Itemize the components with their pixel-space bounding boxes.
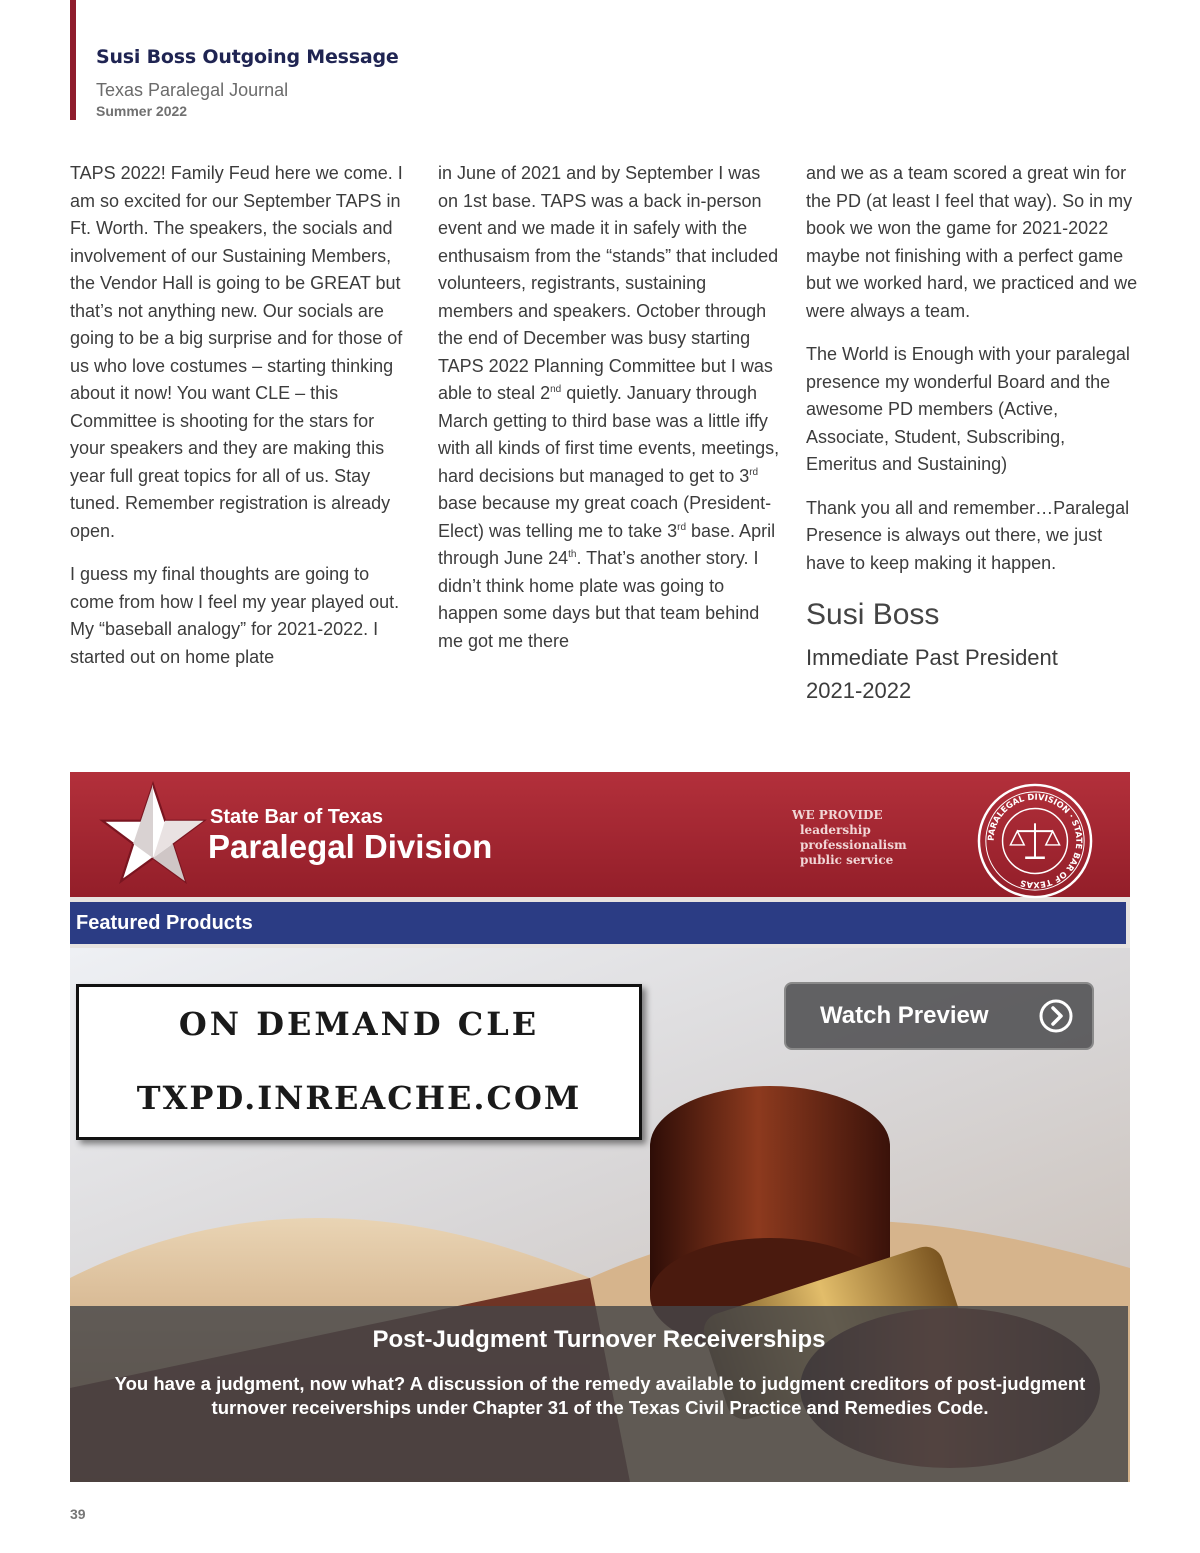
ordinal-suffix: rd bbox=[677, 521, 687, 533]
provide-item: professionalism bbox=[800, 838, 907, 852]
texas-star-icon bbox=[98, 780, 208, 890]
paralegal-division-ad bbox=[70, 772, 1130, 1482]
watch-preview-label: Watch Preview bbox=[820, 1002, 989, 1029]
page-number: 39 bbox=[70, 1506, 86, 1522]
ordinal-suffix: nd bbox=[550, 384, 562, 395]
article-column-1 bbox=[70, 160, 410, 687]
ad-provide-list bbox=[792, 808, 907, 868]
seal-ring-text: PARALEGAL DIVISION · STATE BAR OF TEXAS bbox=[985, 791, 1085, 891]
paragraph: TAPS 2022! Family Feud here we come. I am so excited for our September TAPS in Ft. Worth. The speakers, the socials and involvement of our Sustaining Members, the Vendor Hall is going to be GREAT but that’s not anything new. Our socials are going to be a big surprise and for those of us who love costumes – starting thinking about it now! You want CLE – this Committee is shooting for the stars for your speakers and they are making this year full great topics for all of us. Stay tuned. Remember registration is already open. bbox=[70, 163, 403, 541]
ad-org-line2: Paralegal Division bbox=[208, 828, 493, 865]
text-run: base. April through June 24 bbox=[438, 520, 776, 568]
signature-years: 2021-2022 bbox=[806, 678, 912, 703]
header-accent-bar bbox=[70, 0, 76, 120]
ordinal-suffix: rd bbox=[749, 466, 759, 478]
text-run: quietly. January through March getting to third base was a little iffy with all kinds of first time events, meetings, hard decisions but managed to get to 3 bbox=[438, 383, 780, 486]
product-title: Post-Judgment Turnover Receiverships bbox=[372, 1326, 826, 1353]
provide-item: public service bbox=[800, 853, 894, 867]
text-run: in June of 2021 and by September I was on 1st base. TAPS was a back in-person event and we made it in safely with the enthusaism from the “stands” that included volunteers, registrants, sustaining members and speakers. October through the end of December was busy starting TAPS 2022 Planning Committee but I was able to steal 2 bbox=[438, 163, 779, 403]
paragraph: The World is Enough with your paralegal presence my wonderful Board and the awesome PD members (Active, Associate, Student, Subscribing, Emeritus and Sustaining) bbox=[806, 344, 1130, 474]
paragraph: Thank you all and remember…Paralegal Presence is always out there, we just have to keep making it happen. bbox=[806, 497, 1130, 573]
paralegal-division-seal-icon bbox=[976, 782, 1094, 900]
paragraph bbox=[438, 160, 783, 655]
product-caption bbox=[70, 1306, 1128, 1482]
text-run: . That’s another story. I didn’t think home plate was going to happen some days but that team behind me got me there bbox=[438, 548, 760, 651]
product-description: You have a judgment, now what? A discussion of the remedy available to judgment creditors of post-judgment turnover receiverships under Chapter 31 of the Texas Civil Practice and Remedies Code. bbox=[114, 1373, 1086, 1418]
text-run: base because my great coach (President-Elect) was telling me to take 3 bbox=[438, 493, 772, 541]
cle-url: TXPD.INREACHE.COM bbox=[136, 1079, 582, 1117]
watch-preview-button[interactable] bbox=[784, 982, 1094, 1050]
page-header bbox=[96, 46, 399, 119]
cle-heading: ON DEMAND CLE bbox=[178, 1005, 540, 1043]
signature-role bbox=[806, 641, 1141, 707]
signature-name: Susi Boss bbox=[806, 598, 940, 631]
journal-name: Texas Paralegal Journal bbox=[96, 80, 289, 100]
provide-item: leadership bbox=[800, 823, 871, 837]
play-icon bbox=[1038, 998, 1074, 1034]
ordinal-suffix: th bbox=[568, 549, 577, 560]
ad-org-line1: State Bar of Texas bbox=[210, 806, 384, 828]
article-title: Susi Boss Outgoing Message bbox=[96, 46, 399, 68]
on-demand-cle-box bbox=[76, 984, 642, 1140]
paragraph: I guess my final thoughts are going to come from how I feel my year played out. My “baseball analogy” for 2021-2022. I started out on home plate bbox=[70, 564, 400, 667]
paragraph: and we as a team scored a great win for the PD (at least I feel that way). So in my book we won the game for 2021-2022 maybe not finishing with a perfect game but we worked hard, we practiced and we were always a team. bbox=[806, 163, 1138, 321]
article-column-3 bbox=[806, 160, 1141, 707]
journal-issue: Summer 2022 bbox=[96, 103, 188, 119]
signature-title: Immediate Past President bbox=[806, 645, 1058, 670]
article-column-2 bbox=[438, 160, 783, 671]
provide-heading: WE PROVIDE bbox=[792, 808, 883, 822]
featured-products-label: Featured Products bbox=[76, 912, 253, 934]
